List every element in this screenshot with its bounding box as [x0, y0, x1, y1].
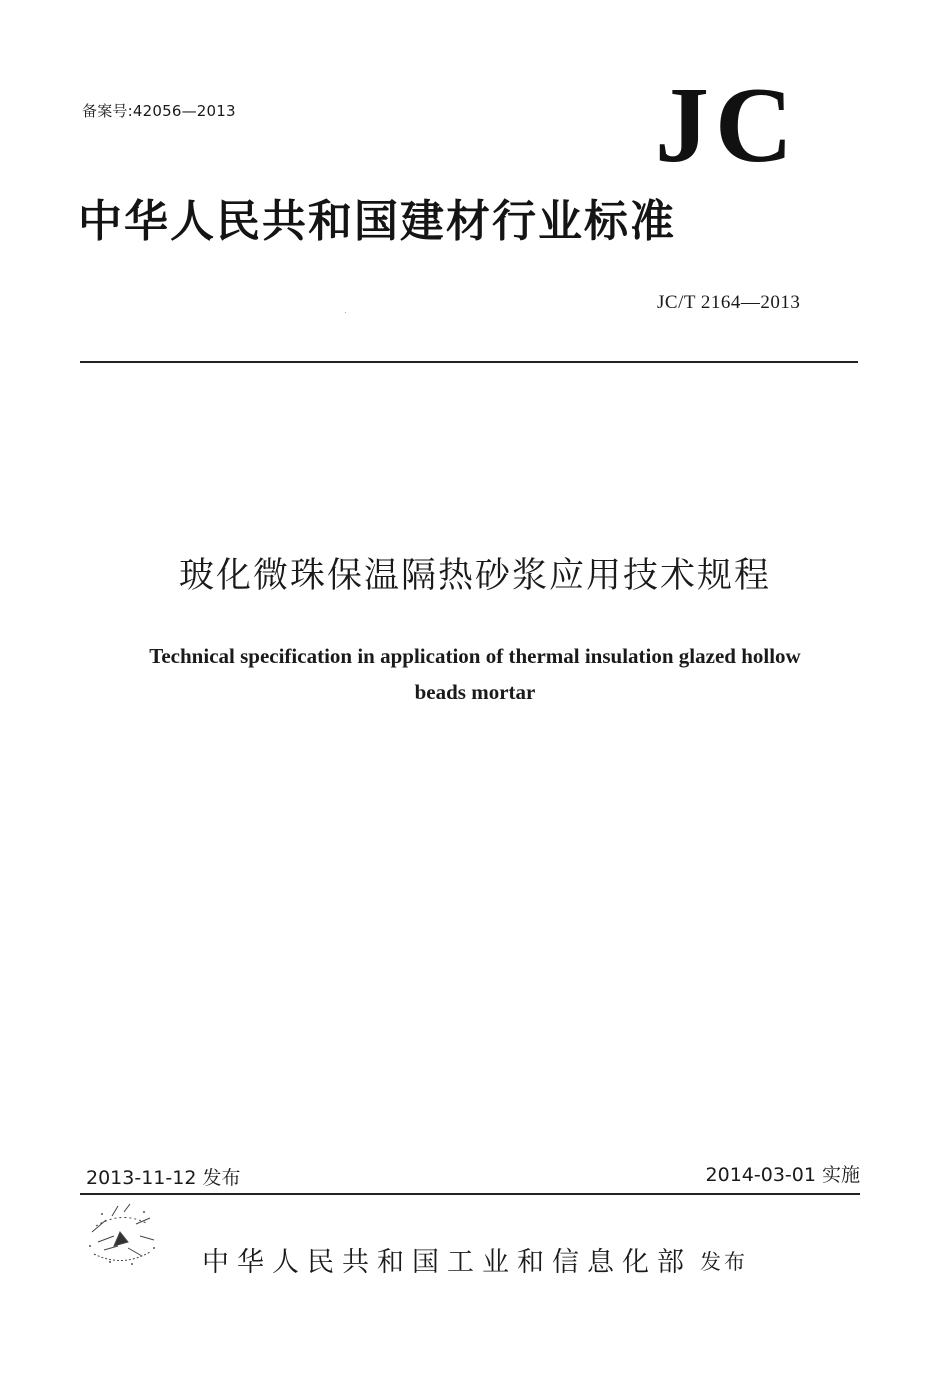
title-english-line-1: Technical specification in application of thermal insulation glazed hollow: [149, 644, 801, 668]
title-english: [100, 638, 850, 710]
ministry-seal-icon: [84, 1202, 160, 1272]
standard-number: JC/T 2164—2013: [657, 292, 801, 313]
filing-number: 备案号:42056—2013: [82, 102, 236, 120]
title-chinese: 玻化微珠保温隔热砂浆应用技术规程: [178, 556, 771, 596]
jc-logo: JC: [655, 66, 799, 185]
issuing-authority: 中华人民共和国工业和信息化部: [202, 1247, 692, 1278]
header-divider: [80, 361, 858, 363]
issued-label: 发布: [700, 1250, 748, 1274]
issue-date: 2013-11-12 发布: [86, 1167, 241, 1189]
footer-divider: [80, 1193, 860, 1195]
title-english-line-2: beads mortar: [414, 680, 536, 704]
industry-standard-heading: 中华人民共和国建材行业标准: [78, 196, 676, 247]
scan-speck: [345, 312, 346, 313]
implementation-date: 2014-03-01 实施: [705, 1164, 860, 1186]
